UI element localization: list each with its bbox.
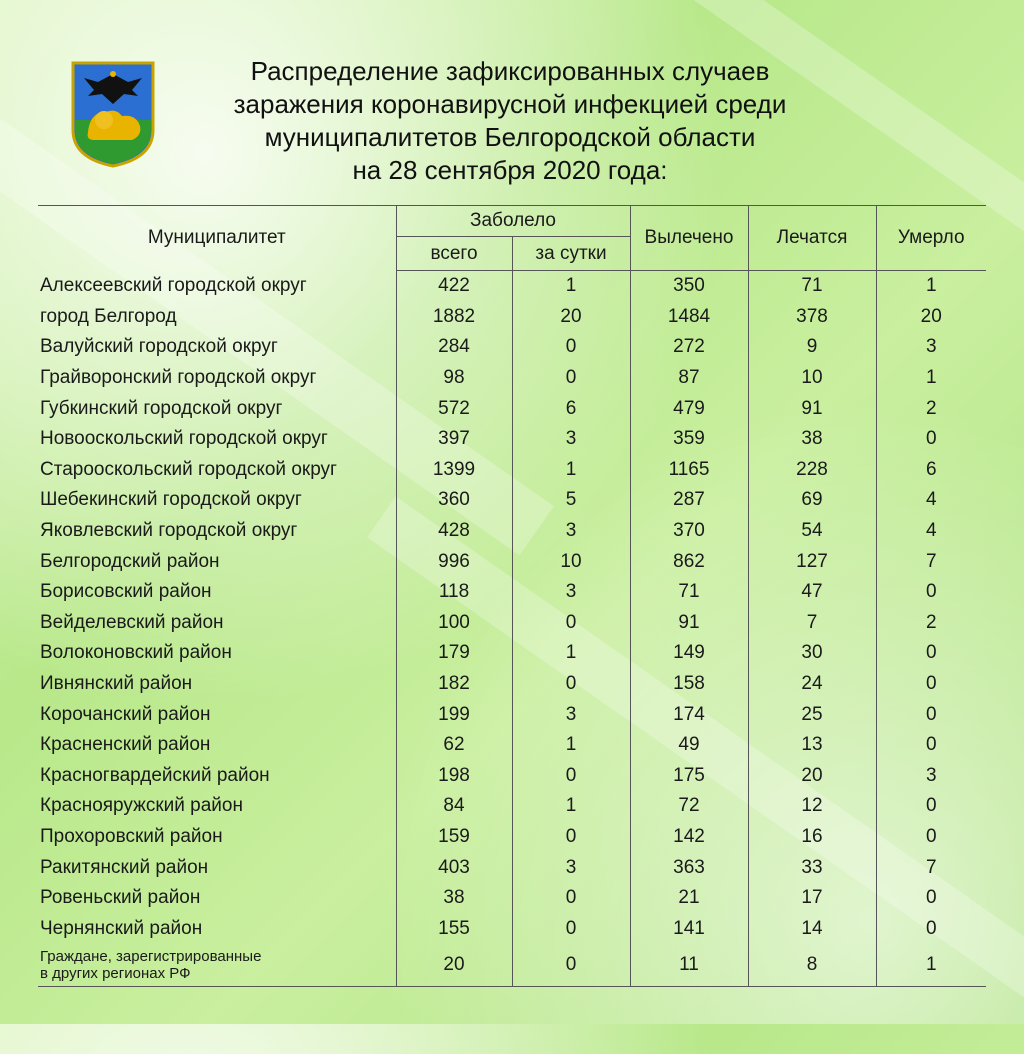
table-row [38,638,986,669]
cell-died: 1 [876,944,986,987]
cell-recovered: 175 [630,761,748,792]
cell-died: 0 [876,577,986,608]
cell-day: 0 [512,669,630,700]
cell-recovered: 91 [630,608,748,639]
header-total: всего [396,237,512,271]
cell-treated: 69 [748,485,876,516]
cell-recovered: 21 [630,883,748,914]
cell-recovered: 1484 [630,302,748,333]
row-name: Ракитянский район [40,856,209,878]
cell-day: 0 [512,944,630,987]
row-name: Грайворонский городской округ [40,367,317,389]
cell-day: 6 [512,393,630,424]
cell-treated: 24 [748,669,876,700]
row-name: Губкинский городской округ [40,397,283,419]
row-name: Ровеньский район [40,887,201,909]
cell-total: 182 [396,669,512,700]
table-row [38,699,986,730]
table-row [38,791,986,822]
row-name: Красногвардейский район [40,764,270,786]
cell-day: 1 [512,271,630,302]
cell-day: 0 [512,608,630,639]
cell-recovered: 1165 [630,455,748,486]
cell-treated: 25 [748,699,876,730]
covid-table [38,205,986,987]
cell-died: 0 [876,883,986,914]
cell-recovered: 479 [630,393,748,424]
cell-day: 3 [512,699,630,730]
cell-total: 422 [396,271,512,302]
cell-treated: 7 [748,608,876,639]
cell-day: 1 [512,791,630,822]
table-row [38,577,986,608]
cell-died: 1 [876,271,986,302]
cell-day: 3 [512,852,630,883]
header-infected: Заболело [396,206,630,237]
title-line: Распределение зафиксированных случаев [250,56,770,86]
cell-total: 62 [396,730,512,761]
cell-recovered: 149 [630,638,748,669]
table-row [38,761,986,792]
cell-died: 7 [876,852,986,883]
cell-total: 84 [396,791,512,822]
row-name: Краснояружский район [40,795,243,817]
row-name [38,944,396,987]
cell-recovered: 49 [630,730,748,761]
row-name: Алексеевский городской округ [40,275,307,297]
cell-total: 155 [396,913,512,944]
table-row [38,669,986,700]
cell-treated: 47 [748,577,876,608]
cell-recovered: 142 [630,822,748,853]
cell-treated: 8 [748,944,876,987]
cell-died: 7 [876,546,986,577]
cell-day: 1 [512,730,630,761]
cell-recovered: 350 [630,271,748,302]
cell-treated: 20 [748,761,876,792]
cell-recovered: 72 [630,791,748,822]
cell-treated: 12 [748,791,876,822]
cell-day: 10 [512,546,630,577]
cell-treated: 17 [748,883,876,914]
table-row [38,730,986,761]
row-name-line: в других регионах РФ [40,965,191,983]
cell-day: 0 [512,883,630,914]
cell-day: 0 [512,822,630,853]
row-name: город Белгород [40,305,177,327]
table-row [38,424,986,455]
cell-recovered: 359 [630,424,748,455]
cell-died: 3 [876,332,986,363]
header-municipality: Муниципалитет [147,227,286,249]
table-row [38,852,986,883]
row-name-line: Граждане, зарегистрированные [40,948,262,966]
row-name: Белгородский район [40,550,220,572]
title-line: заражения коронавирусной инфекцией среди [233,89,787,119]
cell-total: 20 [396,944,512,987]
cell-treated: 9 [748,332,876,363]
header-died: Умерло [876,206,986,271]
cell-recovered: 370 [630,516,748,547]
row-name: Старооскольский городской округ [40,458,337,480]
cell-recovered: 363 [630,852,748,883]
cell-died: 0 [876,638,986,669]
cell-day: 3 [512,516,630,547]
cell-day: 0 [512,363,630,394]
cell-total: 996 [396,546,512,577]
cell-total: 159 [396,822,512,853]
table-row [38,546,986,577]
table-row [38,516,986,547]
table-row [38,393,986,424]
table-row [38,883,986,914]
row-name: Валуйский городской округ [40,336,278,358]
table-row [38,363,986,394]
cell-treated: 38 [748,424,876,455]
title-line: муниципалитетов Белгородской области [264,122,756,152]
row-name: Новооскольский городской округ [40,428,328,450]
cell-died: 0 [876,791,986,822]
cell-day: 20 [512,302,630,333]
cell-total: 179 [396,638,512,669]
cell-recovered: 862 [630,546,748,577]
cell-total: 98 [396,363,512,394]
cell-total: 284 [396,332,512,363]
cell-recovered: 71 [630,577,748,608]
cell-treated: 91 [748,393,876,424]
page-title [170,55,850,187]
table-row [38,944,986,987]
table-row [38,822,986,853]
cell-recovered: 272 [630,332,748,363]
cell-day: 0 [512,761,630,792]
cell-total: 428 [396,516,512,547]
cell-treated: 10 [748,363,876,394]
cell-day: 3 [512,424,630,455]
row-name: Чернянский район [40,917,203,939]
cell-total: 199 [396,699,512,730]
cell-total: 1399 [396,455,512,486]
cell-recovered: 11 [630,944,748,987]
header-recovered: Вылечено [630,206,748,271]
cell-died: 3 [876,761,986,792]
cell-treated: 33 [748,852,876,883]
cell-died: 2 [876,608,986,639]
cell-died: 0 [876,424,986,455]
cell-total: 360 [396,485,512,516]
row-name: Ивнянский район [40,673,193,695]
cell-recovered: 87 [630,363,748,394]
cell-treated: 16 [748,822,876,853]
cell-died: 20 [876,302,986,333]
cell-day: 1 [512,455,630,486]
cell-treated: 14 [748,913,876,944]
row-name: Яковлевский городской округ [40,520,298,542]
belgorod-coat-of-arms-icon [70,60,156,168]
title-line: на 28 сентября 2020 года: [352,155,668,185]
table-row [38,271,986,302]
cell-recovered: 141 [630,913,748,944]
row-name: Красненский район [40,734,211,756]
cell-total: 38 [396,883,512,914]
cell-died: 0 [876,913,986,944]
cell-treated: 71 [748,271,876,302]
cell-died: 0 [876,699,986,730]
cell-total: 397 [396,424,512,455]
cell-day: 0 [512,913,630,944]
cell-treated: 54 [748,516,876,547]
cell-day: 0 [512,332,630,363]
cell-total: 403 [396,852,512,883]
row-name: Корочанский район [40,703,211,725]
cell-treated: 228 [748,455,876,486]
header-treated: Лечатся [748,206,876,271]
cell-total: 1882 [396,302,512,333]
cell-died: 0 [876,822,986,853]
row-name: Шебекинский городской округ [40,489,302,511]
table-row [38,455,986,486]
cell-died: 6 [876,455,986,486]
cell-treated: 30 [748,638,876,669]
table-row [38,608,986,639]
cell-treated: 127 [748,546,876,577]
cell-total: 198 [396,761,512,792]
cell-day: 5 [512,485,630,516]
cell-died: 4 [876,516,986,547]
cell-total: 572 [396,393,512,424]
row-name: Вейделевский район [40,611,224,633]
cell-recovered: 287 [630,485,748,516]
row-name: Борисовский район [40,581,212,603]
cell-total: 100 [396,608,512,639]
table-row [38,302,986,333]
cell-recovered: 158 [630,669,748,700]
cell-treated: 13 [748,730,876,761]
cell-day: 3 [512,577,630,608]
table-row [38,913,986,944]
table-row [38,332,986,363]
cell-died: 0 [876,669,986,700]
row-name: Прохоровский район [40,825,223,847]
header-per-day: за сутки [512,237,630,271]
cell-died: 4 [876,485,986,516]
cell-total: 118 [396,577,512,608]
cell-day: 1 [512,638,630,669]
cell-treated: 378 [748,302,876,333]
row-name: Волоконовский район [40,642,232,664]
table-row [38,485,986,516]
cell-recovered: 174 [630,699,748,730]
cell-died: 0 [876,730,986,761]
cell-died: 1 [876,363,986,394]
cell-died: 2 [876,393,986,424]
